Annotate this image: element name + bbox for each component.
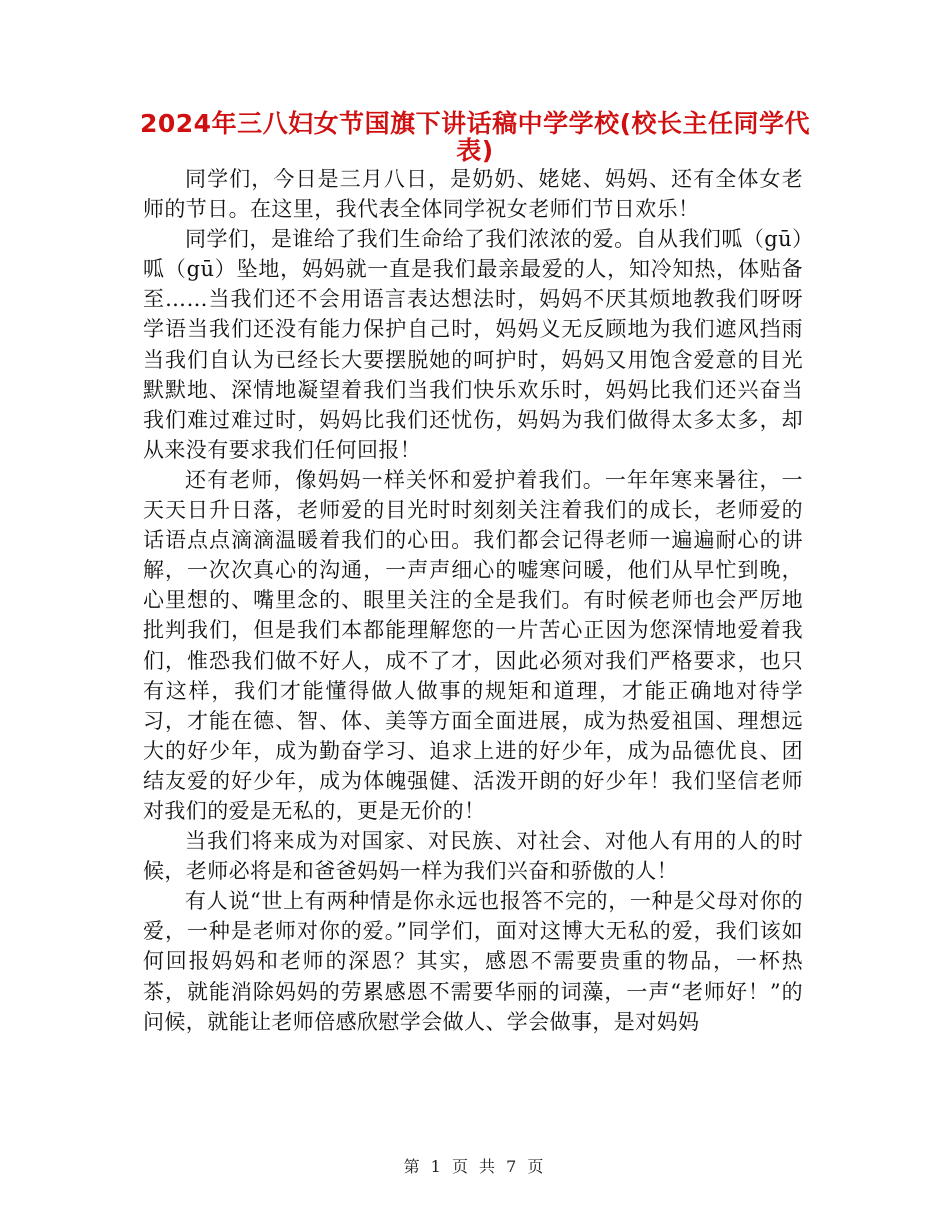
document-body <box>143 164 803 1037</box>
document-title: 2024年三八妇女节国旗下讲话稿中学学校(校长主任同学代表) <box>140 109 811 165</box>
paragraph: 还有老师，像妈妈一样关怀和爱护着我们。一年年寒来暑往，一天天日升日落，老师爱的目光时时刻刻关注着我们的成长，老师爱的话语点点滴滴温暖着我们的心田。我们都会记得老师一遍遍耐心的讲解，一次次真心的沟通，一声声细心的嘘寒问暖，他们从早忙到晚，心里想的、嘴里念的、眼里关注的全是我们。有时候老师也会严厉地批判我们，但是我们本都能理解您的一片苦心正因为您深情地爱着我们，惟恐我们做不好人，成不了才，因此必须对我们严格要求，也只有这样，我们才能懂得做人做事的规矩和道理，才能正确地对待学习，才能在德、智、体、美等方面全面进展，成为热爱祖国、理想远大的好少年，成为勤奋学习、追求上进的好少年，成为品德优良、团结友爱的好少年，成为体魄强健、活泼开朗的好少年！我们坚信老师对我们的爱是无私的，更是无价的！ <box>143 467 803 823</box>
paragraph: 同学们，是谁给了我们生命给了我们浓浓的爱。自从我们呱（gū）呱（gū）坠地，妈妈就一直是我们最亲最爱的人，知冷知热，体贴备至……当我们还不会用语言表达想法时，妈妈不厌其烦地教我们呀呀学语当我们还没有能力保护自己时，妈妈义无反顾地为我们遮风挡雨当我们自认为已经长大要摆脱她的呵护时，妈妈又用饱含爱意的目光默默地、深情地凝望着我们当我们快乐欢乐时，妈妈比我们还兴奋当我们难过难过时，妈妈比我们还忧伤，妈妈为我们做得太多太多，却从来没有要求我们任何回报！ <box>143 227 803 462</box>
page-number: 第 1 页 共 7 页 <box>403 1157 547 1176</box>
paragraph: 当我们将来成为对国家、对民族、对社会、对他人有用的人的时候，老师必将是和爸爸妈妈一样为我们兴奋和骄傲的人！ <box>143 829 803 884</box>
paragraph: 有人说“世上有两种情是你永远也报答不完的，一种是父母对你的爱，一种是老师对你的爱。”同学们，面对这博大无私的爱，我们该如何回报妈妈和老师的深恩？其实，感恩不需要贵重的物品，一杯热茶，就能消除妈妈的劳累感恩不需要华丽的词藻，一声“老师好！”的问候，就能让老师倍感欣慰学会做人、学会做事，是对妈妈 <box>143 889 803 1034</box>
paragraph: 同学们，今日是三月八日，是奶奶、姥姥、妈妈、还有全体女老师的节日。在这里，我代表全体同学祝女老师们节日欢乐！ <box>143 167 803 222</box>
